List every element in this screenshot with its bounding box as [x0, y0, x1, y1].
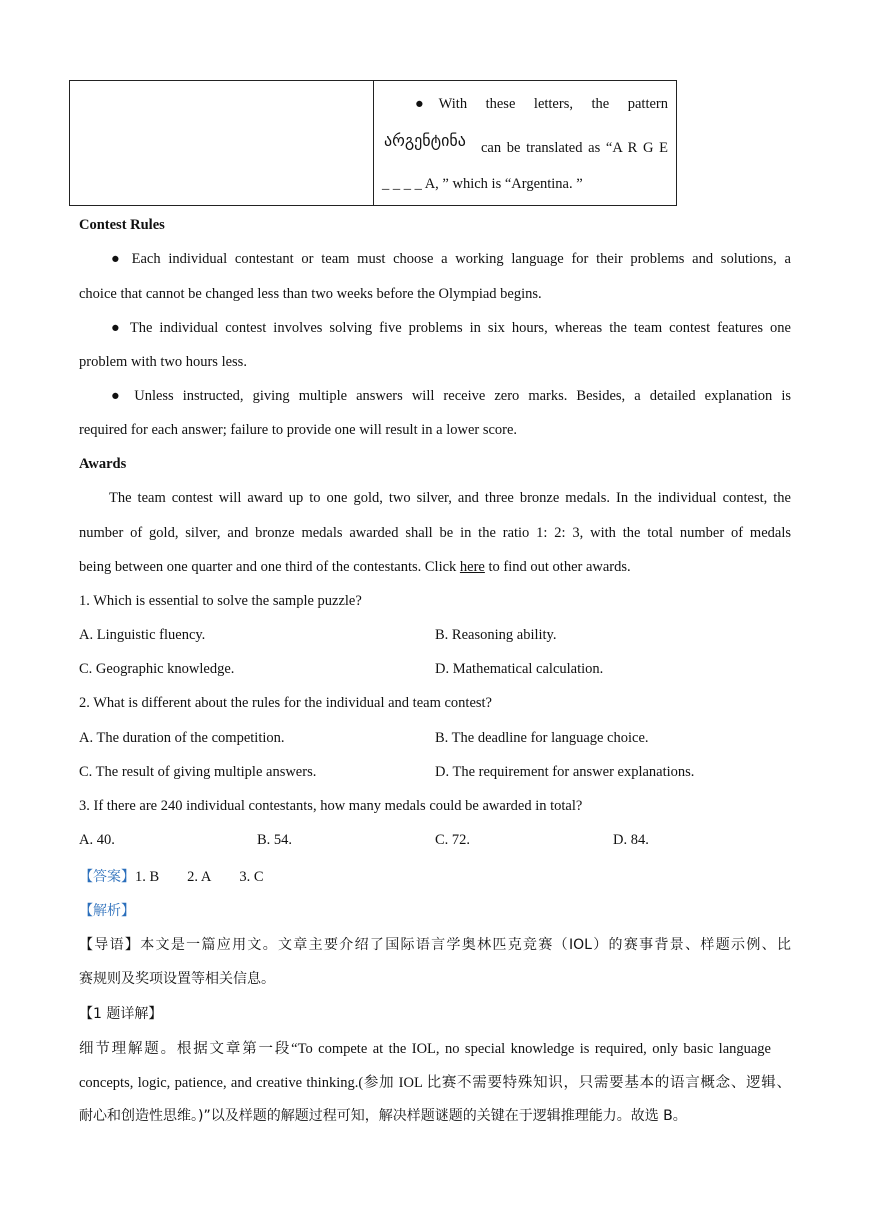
here-link[interactable]: here — [459, 559, 485, 575]
table-cell-line-2: can be translated as “A R G E — [481, 140, 668, 156]
guide-line-1: 【导语】本文是一篇应用文。文章主要介绍了国际语言学奥林匹克竞赛（IOL）的赛事背景、样题示例、比 — [79, 937, 791, 953]
table-divider — [373, 81, 374, 205]
q2-option-b: B. The deadline for language choice. — [435, 730, 649, 746]
q2-option-d: D. The requirement for answer explanations. — [435, 764, 695, 780]
awards-line-3-tail: to find out other awards. — [484, 559, 631, 575]
question-2: 2. What is different about the rules for the individual and team contest? — [79, 695, 492, 711]
q3-option-a: A. 40. — [79, 832, 115, 848]
awards-line-3 — [79, 559, 631, 576]
awards-line-2: number of gold, silver, and bronze medals awarded shall be in the ratio 1: 2: 3, with the total number of medals — [79, 525, 791, 541]
answer-2: 2. A — [187, 869, 212, 885]
contest-rules-heading: Contest Rules — [79, 217, 165, 233]
q3-option-c: C. 72. — [435, 832, 471, 848]
guide-line-2: 赛规则及奖项设置等相关信息。 — [79, 971, 275, 987]
question-1: 1. Which is essential to solve the sample puzzle? — [79, 593, 362, 609]
table-cell-line-1: ●With these letters, the pattern — [415, 96, 668, 112]
awards-line-1: The team contest will award up to one gold, two silver, and three bronze medals. In the individual contest, the — [109, 490, 791, 506]
detail-line-2: concepts, logic, patience, and creative thinking.(参加 IOL 比赛不需要特殊知识，只需要基本的语言概念、逻辑、 — [79, 1075, 791, 1091]
q2-option-c: C. The result of giving multiple answers. — [79, 764, 317, 780]
rule-3-line-2: required for each answer; failure to provide one will result in a lower score. — [79, 422, 518, 438]
q1-option-c: C. Geographic knowledge. — [79, 661, 235, 677]
rule-1-line-2: choice that cannot be changed less than two weeks before the Olympiad begins. — [79, 286, 542, 302]
q3-option-d: D. 84. — [613, 832, 649, 848]
georgian-word: არგენტინა — [384, 131, 466, 150]
analysis-label: 【解析】 — [79, 903, 135, 919]
rule-3-line-1: ● Unless instructed, giving multiple answers will receive zero marks. Besides, a detailed explanation is — [111, 388, 791, 404]
q1-option-a: A. Linguistic fluency. — [79, 627, 206, 643]
rule-2-line-1: ● The individual contest involves solving five problems in six hours, whereas the team contest features one — [111, 320, 791, 336]
question-3: 3. If there are 240 individual contestants, how many medals could be awarded in total? — [79, 798, 583, 814]
detail-line-1: 细节理解题。根据文章第一段“To compete at the IOL, no special knowledge is required, only basic language — [79, 1041, 771, 1057]
answer-3: 3. C — [239, 869, 264, 885]
q1-option-d: D. Mathematical calculation. — [435, 661, 604, 677]
answer-label: 【答案】 — [79, 869, 135, 885]
q3-option-b: B. 54. — [257, 832, 293, 848]
rule-1-line-1: ● Each individual contestant or team must choose a working language for their problems and solutions, a — [111, 251, 791, 267]
detail-line-3: 耐心和创造性思维。)”以及样题的解题过程可知，解决样题谜题的关键在于逻辑推理能力。故选 B。 — [79, 1108, 687, 1124]
table-cell-line-3: _ _ _ _ A, ” which is “Argentina. ” — [382, 176, 583, 192]
answer-1: 1. B — [135, 869, 160, 885]
q1-option-b: B. Reasoning ability. — [435, 627, 557, 643]
awards-heading: Awards — [79, 456, 127, 472]
rule-2-line-2: problem with two hours less. — [79, 354, 247, 370]
answer-line — [79, 866, 264, 886]
awards-line-3-text: being between one quarter and one third of the contestants. Click — [79, 559, 460, 575]
q2-option-a: A. The duration of the competition. — [79, 730, 285, 746]
detail-label: 【1 题详解】 — [79, 1006, 163, 1022]
